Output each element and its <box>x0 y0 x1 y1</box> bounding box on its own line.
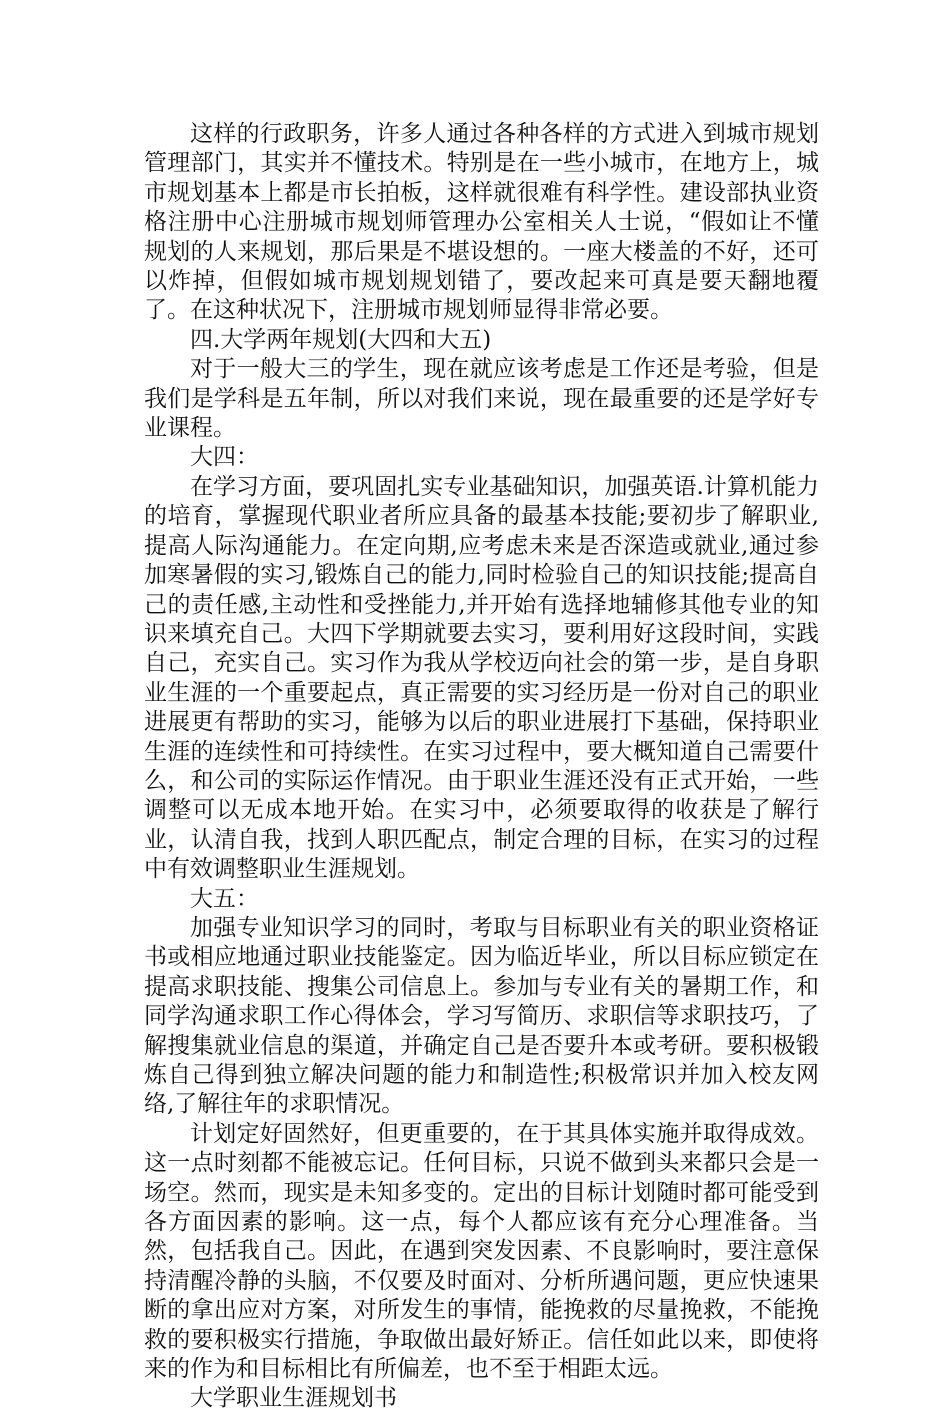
paragraph-conclusion: 计划定好固然好，但更重要的，在于其具体实施并取得成效。这一点时刻都不能被忘记。任何目标，只说不做到头来都只会是一场空。然而，现实是未知多变的。定出的目标计划随时都可能受到各方面因素的影响。这一点，每个人都应该有充分心理准备。当然，包括我自己。因此，在遇到突发因素、不良影响时，要注意保持清醒冷静的头脑，不仅要及时面对、分析所遇问题，更应快速果断的拿出应对方案，对所发生的事情，能挽救的尽量挽救，不能挽救的要积极实行措施，争取做出最好矫正。信任如此以来，即使将来的作为和目标相比有所偏差，也不至于相距太远。 <box>144 1120 819 1383</box>
section-heading-four: 四.大学两年规划(大四和大五) <box>190 326 492 353</box>
closing-title: 大学职业生涯规划书 <box>190 1385 397 1412</box>
paragraph-intro: 这样的行政职务，许多人通过各种各样的方式进入到城市规划管理部门，其实并不懂技术。特别是在一些小城市，在地方上，城市规划基本上都是市长拍板，这样就很难有科学性。建设部执业资格注册中心注册城市规划师管理办公室相关人士说，“假如让不懂规划的人来规划，那后果是不堪设想的。一座大楼盖的不好，还可以炸掉，但假如城市规划规划错了，要改起来可真是要天翻地覆了。在这种状况下，注册城市规划师显得非常必要。 <box>144 121 819 324</box>
paragraph-year-four: 在学习方面，要巩固扎实专业基础知识，加强英语.计算机能力的培育，掌握现代职业者所应具备的最基本技能;要初步了解职业,提高人际沟通能力。在定向期,应考虑未来是否深造或就业,通过参加寒暑假的实习,锻炼自己的能力,同时检验自己的知识技能;提高自己的责任感,主动性和受挫能力,并开始有选择地辅修其他专业的知识来填充自己。大四下学期就要去实习，要利用好这段时间，实践自己，充实自己。实习作为我从学校迈向社会的第一步，是自身职业生涯的一个重要起点，真正需要的实习经历是一份对自己的职业进展更有帮助的实习，能够为以后的职业进展打下基础，保持职业生涯的连续性和可持续性。在实习过程中，要大概知道自己需要什么，和公司的实际运作情况。由于职业生涯还没有正式开始，一些调整可以无成本地开始。在实习中，必须要取得的收获是了解行业，认清自我，找到人职匹配点，制定合理的目标，在实习的过程中有效调整职业生涯规划。 <box>144 473 819 883</box>
paragraph-year-five: 加强专业知识学习的同时，考取与目标职业有关的职业资格证书或相应地通过职业技能鉴定。因为临近毕业，所以目标应锁定在提高求职技能、搜集公司信息上。参加与专业有关的暑期工作，和同学沟通求职工作心得体会，学习写简历、求职信等求职技巧，了解搜集就业信息的渠道，并确定自己是否要升本或考研。要积极锻炼自己得到独立解决问题的能力和制造性;积极常识并加入校友网络,了解往年的求职情况。 <box>144 914 819 1118</box>
subheading-year-four: 大四： <box>190 444 259 471</box>
document-page <box>144 120 819 1414</box>
subheading-year-five: 大五： <box>190 885 259 912</box>
paragraph-overview: 对于一般大三的学生，现在就应该考虑是工作还是考验，但是我们是学科是五年制，所以对我们来说，现在最重要的还是学好专业课程。 <box>144 356 819 442</box>
